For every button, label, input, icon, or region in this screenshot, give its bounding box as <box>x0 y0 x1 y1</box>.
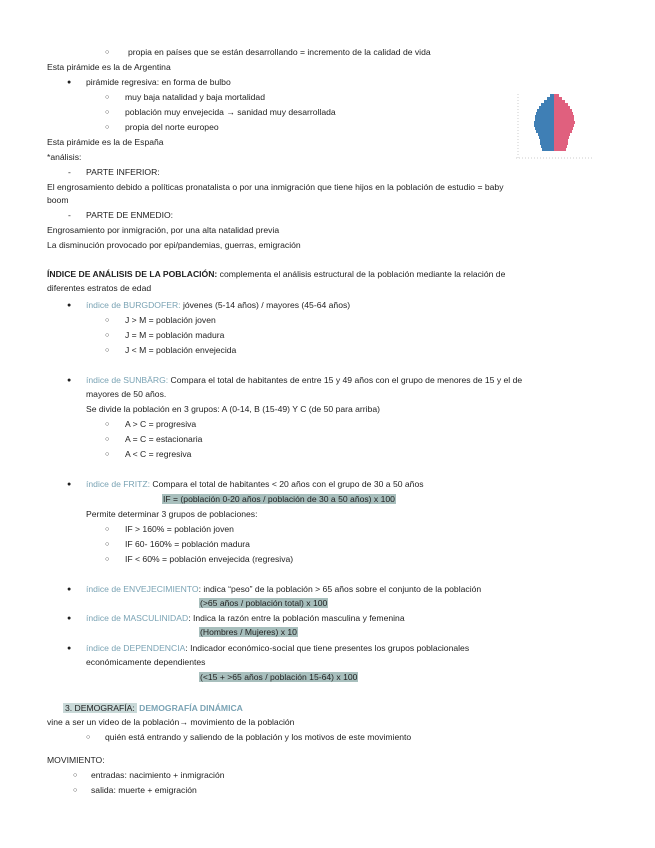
circle-bullet: ○ <box>105 109 110 116</box>
section-heading: 3. DEMOGRAFÍA: DEMOGRAFÍA DINÁMICA <box>65 703 243 713</box>
disc-bullet: ● <box>67 79 72 86</box>
text-line: A < C = regresiva <box>125 449 192 459</box>
text-line: J = M = población madura <box>125 330 225 340</box>
circle-bullet: ○ <box>105 436 110 443</box>
disc-bullet: ● <box>67 377 72 384</box>
text-line: índice de SUNBÄRG: Compara el total de habitantes de entre 15 y 49 años con el grupo de menores de 15 y el de <box>86 375 523 385</box>
circle-bullet: ○ <box>73 772 78 779</box>
text-line: boom <box>47 195 69 205</box>
text-line: A > C = progresiva <box>125 419 197 429</box>
circle-bullet: ○ <box>105 526 110 533</box>
dash-bullet: - <box>68 167 71 177</box>
circle-bullet: ○ <box>105 332 110 339</box>
text-line: IF < 60% = población envejecida (regresiva) <box>125 554 294 564</box>
text-line: PARTE INFERIOR: <box>86 167 160 177</box>
text-line: Engrosamiento por inmigración, por una alta natalidad previa <box>47 225 280 235</box>
disc-bullet: ● <box>67 481 72 488</box>
text-line: propia en países que se están desarrollando = incremento de la calidad de vida <box>128 47 431 57</box>
disc-bullet: ● <box>67 645 72 652</box>
circle-bullet: ○ <box>86 734 91 741</box>
text-line: índice de DEPENDENCIA: Indicador económico-social que tiene presentes los grupos poblacionales <box>86 643 470 653</box>
circle-bullet: ○ <box>73 787 78 794</box>
text-line: mayores de 50 años. <box>86 389 167 399</box>
text-line: J < M = población envejecida <box>125 345 237 355</box>
text-line: vine a ser un video de la población→ movimiento de la población <box>47 717 295 727</box>
text-line: índice de FRITZ: Compara el total de habitantes < 20 años con el grupo de 30 a 50 años <box>86 479 424 489</box>
circle-bullet: ○ <box>105 317 110 324</box>
circle-bullet: ○ <box>105 556 110 563</box>
formula: (Hombres / Mujeres) x 10 <box>200 627 297 637</box>
text-line: PARTE DE ENMEDIO: <box>86 210 174 220</box>
disc-bullet: ● <box>67 302 72 309</box>
circle-bullet: ○ <box>105 421 110 428</box>
circle-bullet: ○ <box>105 49 110 56</box>
text-line: índice de BURGDOFER: jóvenes (5-14 años) / mayores (45-64 años) <box>86 300 351 310</box>
text-line: A = C = estacionaria <box>125 434 203 444</box>
section-heading: ÍNDICE DE ANÁLISIS DE LA POBLACIÓN: complementa el análisis estructural de la población mediante la relación de <box>47 269 506 279</box>
disc-bullet: ● <box>67 586 72 593</box>
text-line: El engrosamiento debido a políticas pronatalista o por una inmigración que tiene hijos en la población de estudio = baby <box>47 182 504 192</box>
text-line: Permite determinar 3 grupos de poblaciones: <box>86 509 258 519</box>
text-line: IF > 160% = población joven <box>125 524 234 534</box>
population-pyramid-image <box>514 88 594 160</box>
text-line: J > M = población joven <box>125 315 216 325</box>
text-line: salida: muerte + emigración <box>91 785 197 795</box>
text-line: IF 60- 160% = población madura <box>125 539 250 549</box>
formula: IF = (población 0-20 años / población de 30 a 50 años) x 100 <box>163 494 395 504</box>
text-line: quién está entrando y saliendo de la población y los motivos de este movimiento <box>105 732 412 742</box>
dash-bullet: - <box>68 210 71 220</box>
text-line: Esta pirámide es la de España <box>47 137 164 147</box>
text-line: entradas: nacimiento + inmigración <box>91 770 225 780</box>
text-line: *análisis: <box>47 152 82 162</box>
text-line: propia del norte europeo <box>125 122 219 132</box>
text-line: muy baja natalidad y baja mortalidad <box>125 92 265 102</box>
text-line: Esta pirámide es la de Argentina <box>47 62 171 72</box>
circle-bullet: ○ <box>105 94 110 101</box>
circle-bullet: ○ <box>105 124 110 131</box>
text-line: índice de MASCULINIDAD: Indica la razón entre la población masculina y femenina <box>86 613 405 623</box>
text-line: pirámide regresiva: en forma de bulbo <box>86 77 231 87</box>
text-line: MOVIMIENTO: <box>47 755 105 765</box>
circle-bullet: ○ <box>105 451 110 458</box>
text-line: población muy envejecida → sanidad muy desarrollada <box>125 107 336 117</box>
formula: (>65 años / población total) x 100 <box>200 598 328 608</box>
text-line: económicamente dependientes <box>86 657 206 667</box>
text-line: diferentes estratos de edad <box>47 283 152 293</box>
text-line: Se divide la población en 3 grupos: A (0-14, B (15-49) Y C (de 50 para arriba) <box>86 404 380 414</box>
circle-bullet: ○ <box>105 541 110 548</box>
formula: (<15 + >65 años / población 15-64) x 100 <box>200 672 358 682</box>
circle-bullet: ○ <box>105 347 110 354</box>
text-line: La disminución provocado por epi/pandemias, guerras, emigración <box>47 240 301 250</box>
disc-bullet: ● <box>67 615 72 622</box>
text-line: índice de ENVEJECIMIENTO: indica “peso” de la población > 65 años sobre el conjunto de la población <box>86 584 482 594</box>
